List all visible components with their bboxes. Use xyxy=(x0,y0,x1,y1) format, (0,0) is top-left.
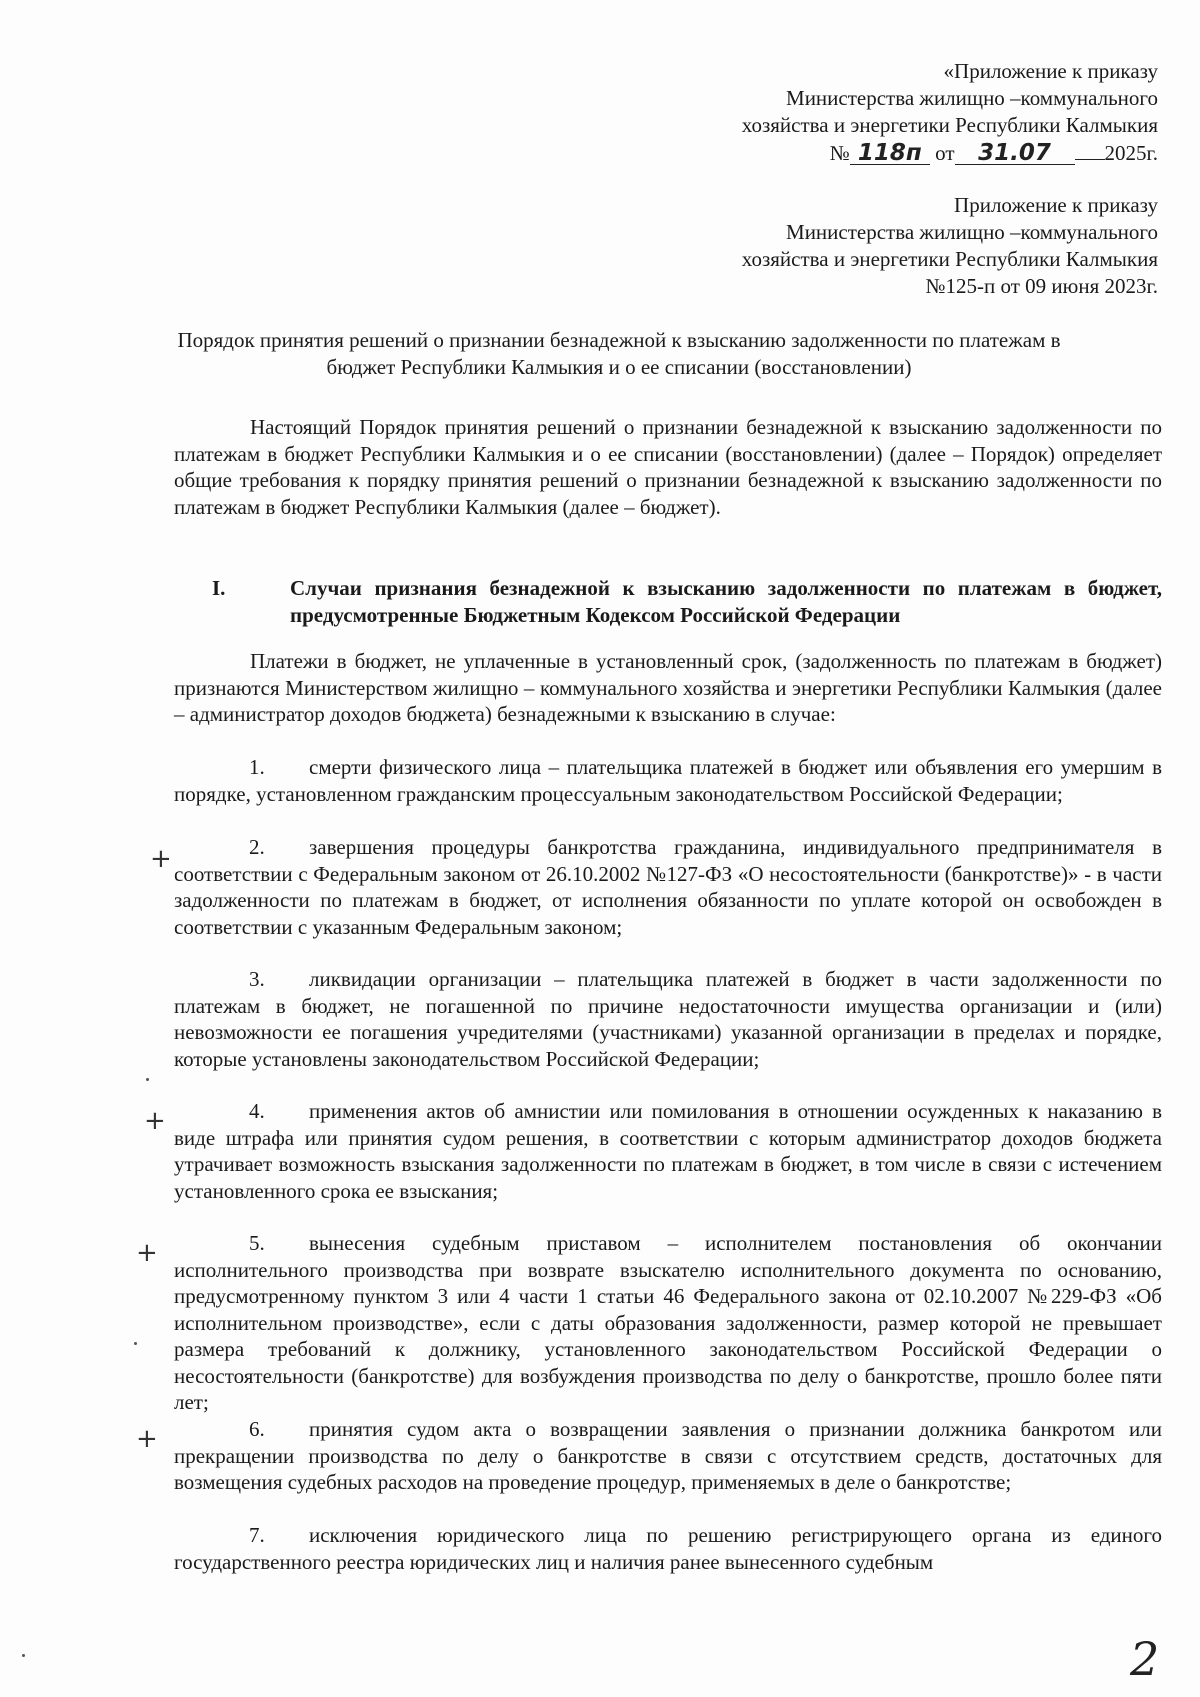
appendix-header-previous xyxy=(742,192,1158,300)
margin-plus-mark: + xyxy=(136,1238,158,1268)
list-item xyxy=(174,1098,1162,1204)
scan-speck xyxy=(134,1342,137,1345)
item-number: 2. xyxy=(249,835,265,859)
section-number: I. xyxy=(212,576,226,600)
item-number: 7. xyxy=(249,1523,265,1547)
item-text: ликвидации организации – плательщика платежей в бюджет в части задолженности по платежам в бюджет, не погашенной по причине недостаточности имущества организации и (или) невозможности ее погашения учредителями (участниками) указанной организации в пределах и порядке, которые установлены законодательством Российской Федерации; xyxy=(174,967,1162,1071)
item-number: 1. xyxy=(249,755,265,779)
item-text: исключения юридического лица по решению регистрирующего органа из единого государственного реестра юридических лиц и наличия ранее вынесенного судебным xyxy=(174,1523,1162,1574)
margin-plus-mark: + xyxy=(136,1424,158,1454)
item-text: вынесения судебным приставом – исполнителем постановления об окончании исполнительного производства при возврате взыскателю исполнительного документа по основанию, предусмотренному пунктом 3 или 4 части 1 статьи 46 Федерального закона от 02.10.2007 №229-ФЗ «Об исполнительном производстве», если с даты образования задолженности, размер которой не превышает размера требований к должнику, установленного законодательством Российской Федерации о несостоятельности (банкротстве) для возбуждения производства по делу о банкротстве, прошло более пяти лет; xyxy=(174,1231,1162,1414)
item-text: смерти физического лица – плательщика платежей в бюджет или объявления его умершим в порядке, установленном гражданским процессуальным законодательством Российской Федерации; xyxy=(174,755,1162,806)
header-line-3: хозяйства и энергетики Республики Калмыкия xyxy=(741,113,1158,137)
list-item xyxy=(174,1230,1162,1416)
item-text: применения актов об амнистии или помилования в отношении осужденных к наказанию в виде штрафа или принятия судом решения, в соответствии с которым администратор доходов бюджета утрачивает возможность взыскания задолженности по платежам в бюджет, в том числе в связи с истечением установленного срока ее взыскания; xyxy=(174,1099,1162,1203)
handwritten-page-number: 2 xyxy=(1130,1632,1160,1686)
section-1-lead: Платежи в бюджет, не уплаченные в установленный срок, (задолженность по платежам в бюджет) признаются Министерством жилищно – коммунального хозяйства и энергетики Республики Калмыкия (далее – администратор доходов бюджета) безнадежными к взысканию в случае: xyxy=(174,649,1162,726)
prev-header-line-4: №125-п от 09 июня 2023г. xyxy=(925,274,1158,298)
section-1-heading xyxy=(212,575,1162,628)
number-sign: № xyxy=(829,141,850,165)
item-number: 5. xyxy=(249,1231,265,1255)
order-year: 2025г. xyxy=(1104,141,1158,165)
margin-plus-mark: + xyxy=(150,844,172,874)
list-item xyxy=(174,1416,1162,1496)
list-item xyxy=(174,1522,1162,1575)
header-order-line xyxy=(742,139,1158,167)
scan-speck xyxy=(22,1654,25,1657)
item-number: 6. xyxy=(249,1417,265,1441)
item-number: 4. xyxy=(249,1099,265,1123)
header-line-1: «Приложение к приказу xyxy=(943,59,1158,83)
scan-speck xyxy=(146,1078,149,1081)
item-text: принятия судом акта о возвращении заявления о признании должника банкротом или прекращении производства по делу о банкротстве в связи с отсутствием средств, достаточных для возмещения судебных расходов на проведение процедур, применяемых в деле о банкротстве; xyxy=(174,1417,1162,1494)
appendix-header-current xyxy=(742,58,1158,167)
handwritten-order-number: 118п xyxy=(850,142,930,165)
handwritten-order-date: 31.07 xyxy=(955,142,1075,165)
from-word: от xyxy=(935,141,955,165)
list-item xyxy=(174,834,1162,940)
prev-header-line-3: хозяйства и энергетики Республики Калмыкия xyxy=(741,247,1158,271)
item-text: завершения процедуры банкротства гражданина, индивидуального предпринимателя в соответствии с Федеральным законом от 26.10.2002 №127-ФЗ «О несостоятельности (банкротстве)» - в части задолженности по платежам в бюджет, от исполнения обязанности по уплате которой он освобожден в соответствии с указанным Федеральным законом; xyxy=(174,835,1162,939)
header-line-2: Министерства жилищно –коммунального xyxy=(786,86,1158,110)
list-item xyxy=(174,754,1162,807)
section-title: Случаи признания безнадежной к взысканию задолженности по платежам в бюджет, предусмотренные Бюджетным Кодексом Российской Федерации xyxy=(290,576,1162,627)
prev-header-line-2: Министерства жилищно –коммунального xyxy=(786,220,1158,244)
document-title: Порядок принятия решений о признании безнадежной к взысканию задолженности по платежам в бюджет Республики Калмыкия и о ее списании (восстановлении) xyxy=(177,328,1061,379)
date-blank-line xyxy=(1075,139,1105,160)
intro-paragraph: Настоящий Порядок принятия решений о признании безнадежной к взысканию задолженности по платежам в бюджет Республики Калмыкия и о ее списании (восстановлении) (далее – Порядок) определяет общие требования к порядку принятия решений о признании безнадежной к взысканию задолженности по платежам в бюджет Республики Калмыкия (далее – бюджет). xyxy=(174,415,1162,519)
item-number: 3. xyxy=(249,967,265,991)
prev-header-line-1: Приложение к приказу xyxy=(954,193,1158,217)
margin-plus-mark: + xyxy=(144,1106,166,1136)
list-item xyxy=(174,966,1162,1072)
